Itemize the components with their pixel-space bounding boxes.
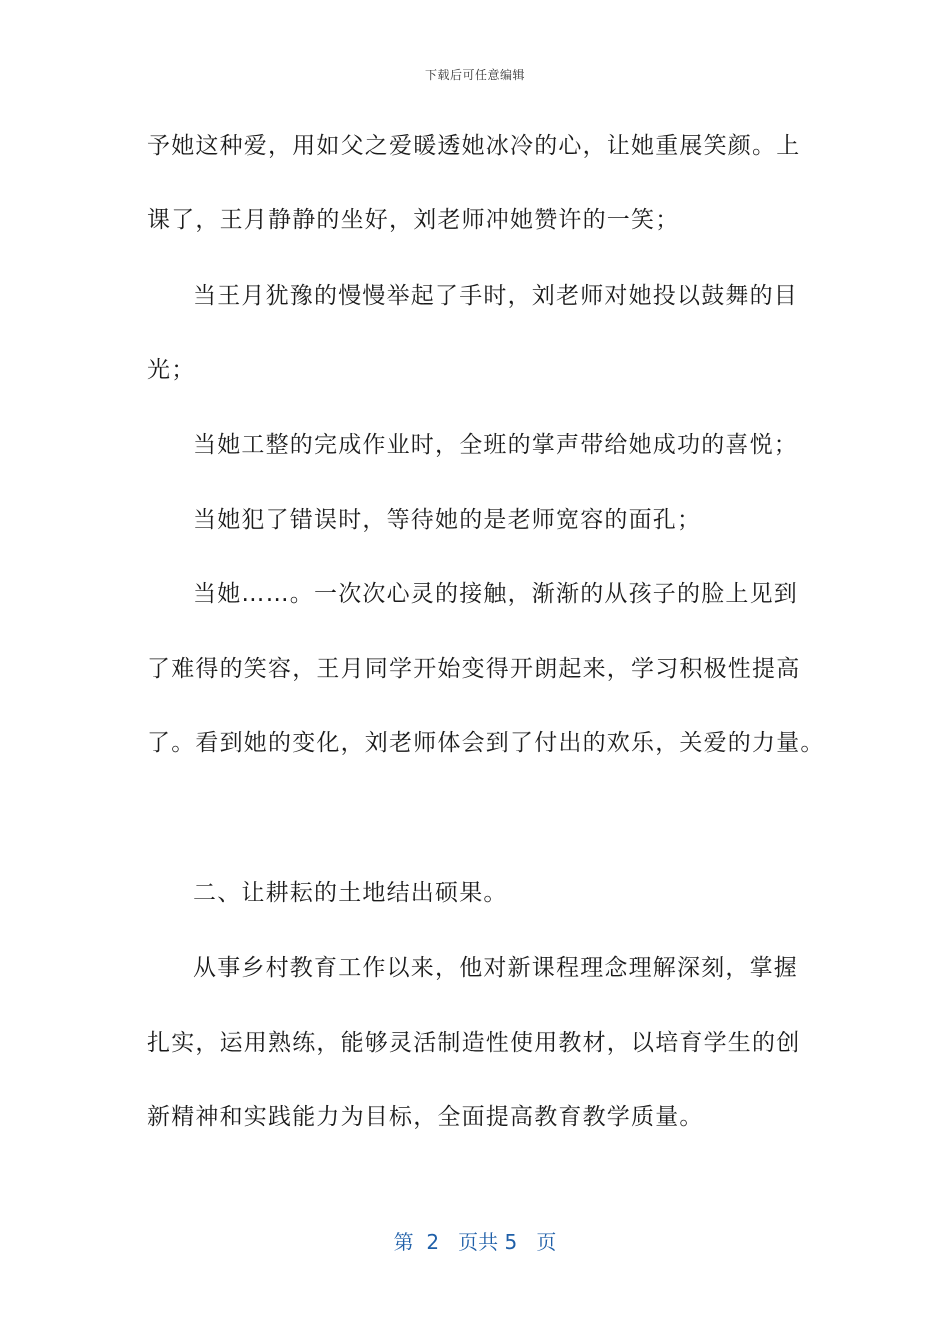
body-line: 扎实，运用熟练，能够灵活制造性使用教材，以培育学生的创 (147, 1030, 801, 1056)
body-line: 当她……。一次次心灵的接触，渐渐的从孩子的脸上见到 (193, 581, 798, 607)
body-line: 光； (147, 357, 196, 383)
body-line: 从事乡村教育工作以来，他对新课程理念理解深刻，掌握 (193, 955, 798, 981)
body-line: 予她这种爱，用如父之爱暖透她冰冷的心，让她重展笑颜。上 (147, 133, 801, 159)
body-line: 了。看到她的变化，刘老师体会到了付出的欢乐，关爱的力量。 (147, 730, 825, 756)
body-line: 当她犯了错误时，等待她的是老师宽容的面孔； (193, 507, 702, 533)
body-line: 当她工整的完成作业时，全班的掌声带给她成功的喜悦； (193, 432, 798, 458)
body-line: 新精神和实践能力为目标，全面提高教育教学质量。 (147, 1104, 704, 1130)
page-header: 下载后可任意编辑 (424, 68, 525, 82)
body-line: 了难得的笑容，王月同学开始变得开朗起来，学习积极性提高 (147, 656, 801, 682)
page-number-footer: 第 2 页共 5 页 (393, 1230, 557, 1254)
body-line: 课了，王月静静的坐好，刘老师冲她赞许的一笑； (147, 207, 680, 233)
body-line: 当王月犹豫的慢慢举起了手时，刘老师对她投以鼓舞的目 (193, 283, 798, 309)
section-heading: 二、让耕耘的土地结出硕果。 (193, 880, 508, 906)
